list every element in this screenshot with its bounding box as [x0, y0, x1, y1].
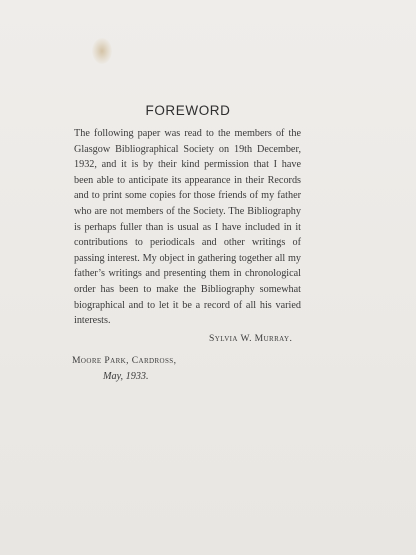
paragraph-line: biographical and to let it be a record of all his varied: [74, 299, 301, 311]
paragraph-line: father’s writings and presenting them in chronological: [74, 268, 301, 280]
foreword-heading: FOREWORD: [145, 103, 231, 118]
paragraph-line: passing interest. My object in gathering together all my: [74, 252, 301, 264]
paragraph-line: been able to anticipate its appearance in their Records: [74, 174, 301, 186]
foreword-paragraph: [74, 126, 301, 329]
date-line: May, 1933.: [103, 371, 149, 382]
paragraph-line: who are not members of the Society. The Bibliography: [74, 205, 301, 217]
foxing-stain: [92, 38, 112, 64]
paragraph-line: contributions to periodicals and other writings of: [74, 237, 301, 249]
paragraph-line: order has been to make the Bibliography somewhat: [74, 283, 301, 295]
signature: Sylvia W. Murray.: [209, 333, 293, 344]
address-line: Moore Park, Cardross,: [72, 355, 177, 366]
paragraph-line: 1932, and it is by their kind permission that I have: [74, 159, 301, 171]
paragraph-line: Glasgow Bibliographical Society on 19th December,: [74, 143, 301, 155]
paragraph-line: and to print some copies for those friends of my father: [74, 190, 301, 202]
paragraph-line: The following paper was read to the members of the: [74, 128, 301, 139]
paragraph-line: is perhaps fuller than is usual as I have included in it: [74, 221, 301, 233]
paragraph-line: interests.: [74, 315, 111, 327]
